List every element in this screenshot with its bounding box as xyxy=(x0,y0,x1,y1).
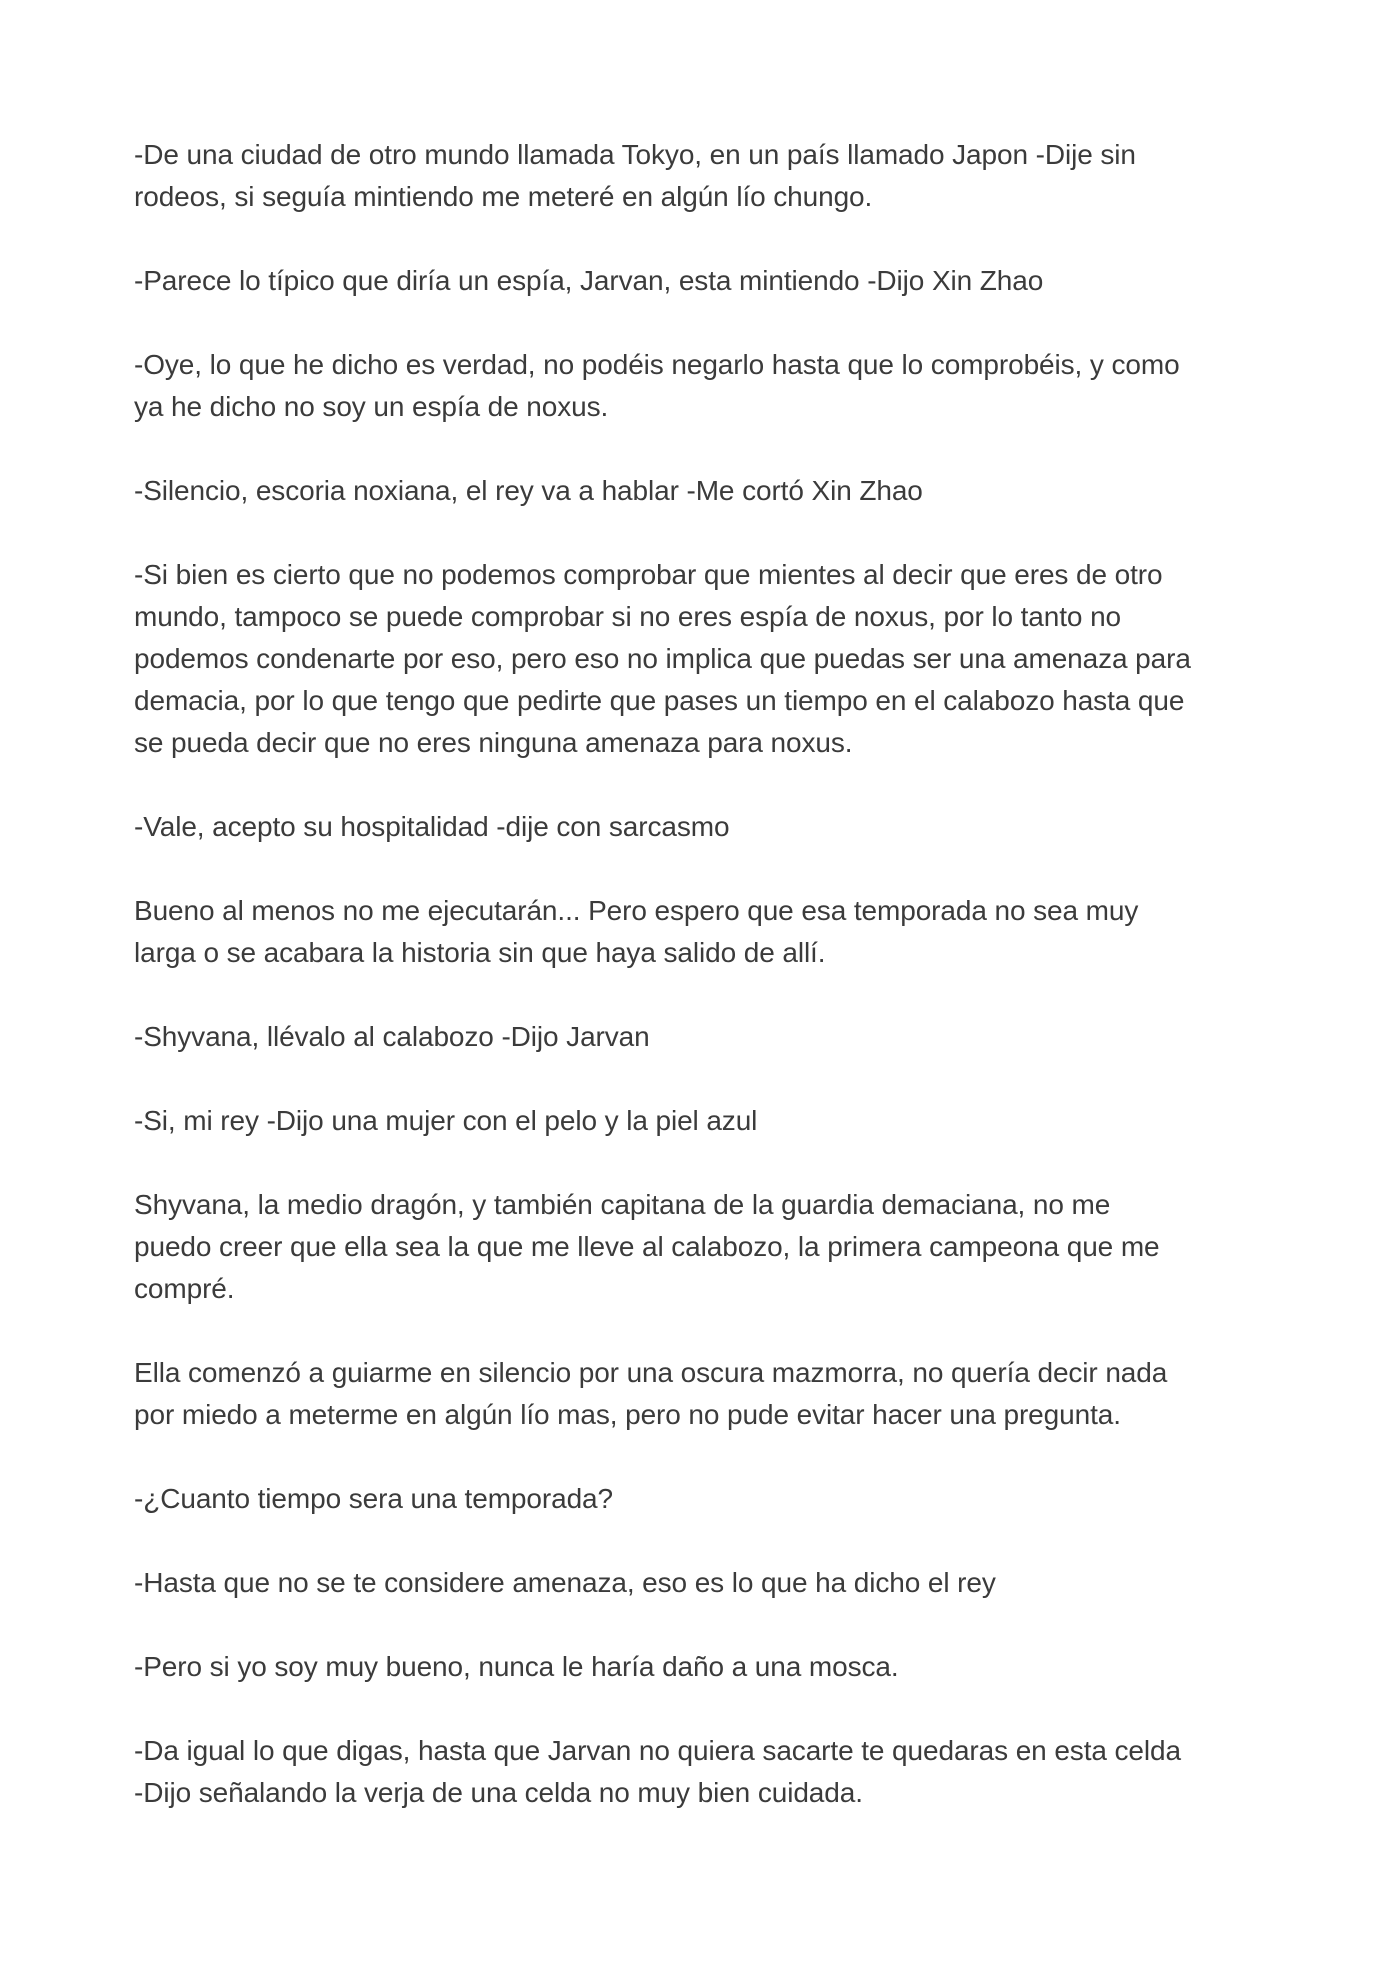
paragraph: -Da igual lo que digas, hasta que Jarvan no quiera sacarte te quedaras en esta celda -Dijo señalando la verja de una celda no muy bien cuidada. xyxy=(134,1735,1181,1808)
paragraph: -Parece lo típico que diría un espía, Jarvan, esta mintiendo -Dijo Xin Zhao xyxy=(134,265,1044,296)
paragraph: -Si bien es cierto que no podemos comprobar que mientes al decir que eres de otro mundo, tampoco se puede comprobar si no eres espía de noxus, por lo tanto no podemos condenarte por eso, pero eso no implica que puedas ser una amenaza para demacia, por lo que tengo que pedirte que pases un tiempo en el calabozo hasta que se pueda decir que no eres ninguna amenaza para noxus. xyxy=(134,559,1191,758)
paragraph: -Silencio, escoria noxiana, el rey va a hablar -Me cortó Xin Zhao xyxy=(134,475,923,506)
paragraph: -¿Cuanto tiempo sera una temporada? xyxy=(134,1483,613,1514)
paragraph: -Hasta que no se te considere amenaza, eso es lo que ha dicho el rey xyxy=(134,1567,996,1598)
paragraph: -Vale, acepto su hospitalidad -dije con sarcasmo xyxy=(134,811,730,842)
paragraph: -Oye, lo que he dicho es verdad, no podéis negarlo hasta que lo comprobéis, y como ya he dicho no soy un espía de noxus. xyxy=(134,349,1180,422)
paragraph: -Shyvana, llévalo al calabozo -Dijo Jarvan xyxy=(134,1021,650,1052)
paragraph: Ella comenzó a guiarme en silencio por una oscura mazmorra, no quería decir nada por miedo a meterme en algún lío mas, pero no pude evitar hacer una pregunta. xyxy=(134,1357,1168,1430)
story-text xyxy=(134,134,1266,1814)
paragraph: Shyvana, la medio dragón, y también capitana de la guardia demaciana, no me puedo creer que ella sea la que me lleve al calabozo, la primera campeona que me compré. xyxy=(134,1189,1160,1304)
paragraph: -Pero si yo soy muy bueno, nunca le haría daño a una mosca. xyxy=(134,1651,899,1682)
paragraph: Bueno al menos no me ejecutarán... Pero espero que esa temporada no sea muy larga o se acabara la historia sin que haya salido de allí. xyxy=(134,895,1139,968)
paragraph: -De una ciudad de otro mundo llamada Tokyo, en un país llamado Japon -Dije sin rodeos, si seguía mintiendo me meteré en algún lío chungo. xyxy=(134,139,1136,212)
paragraph: -Si, mi rey -Dijo una mujer con el pelo y la piel azul xyxy=(134,1105,758,1136)
